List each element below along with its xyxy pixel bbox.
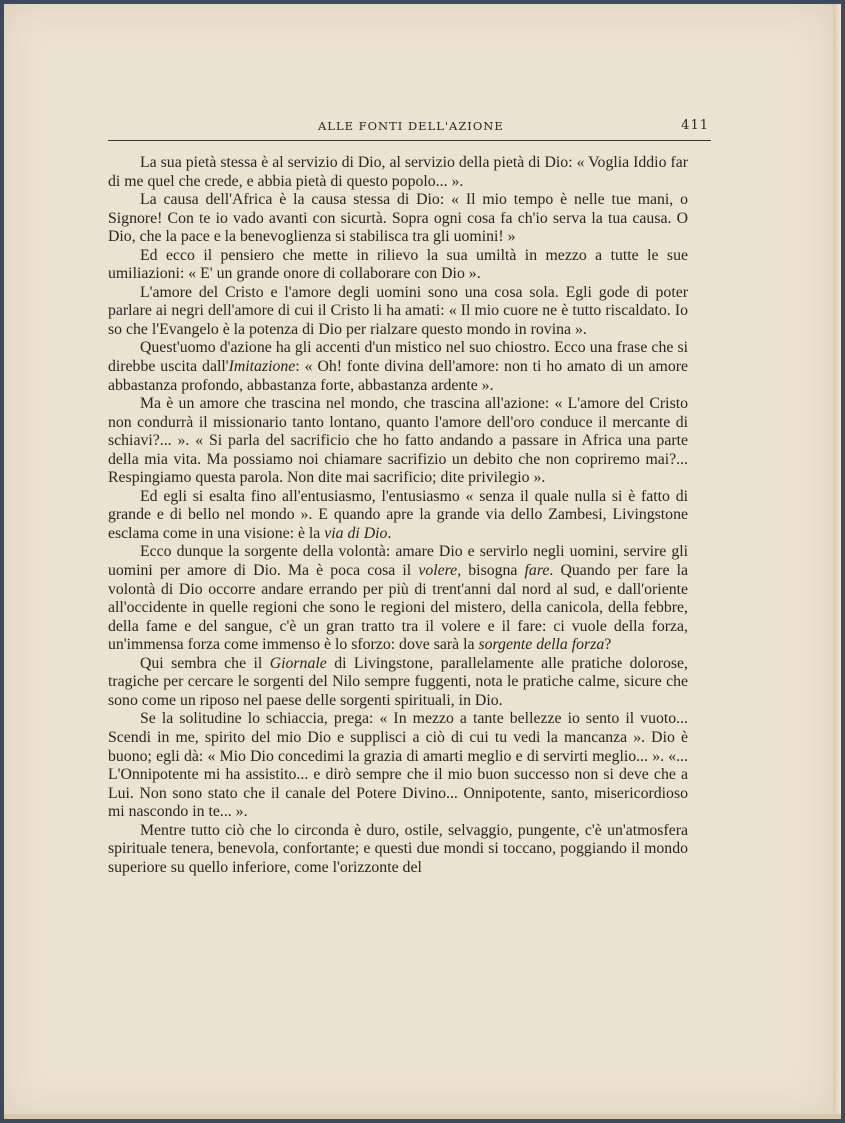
paragraph-text: , bisogna	[457, 562, 525, 580]
paragraph-text: Mentre tutto ciò che lo circonda è duro, ostile, selvaggio, pungente, c'è un'atmosfera spirituale tenera, benevola, confortante; e questi due mondi si toccano, poggiando il mondo superiore su quello inferiore, come l'orizzonte del	[108, 821, 688, 876]
paragraph	[108, 488, 688, 544]
paragraph	[108, 395, 688, 488]
italic-text: sorgente della forza	[478, 636, 605, 654]
paragraph	[108, 191, 688, 247]
paragraph-text: . Quando per fare la volontà di Dio occorre andare errando per più di trent'anni dal nord al sud, e dall'oriente all'occidente in quelle regioni che sono le regioni del mistero, della canicola, della febbre, della fame e del sangue, c'è un gran tratto tra il volere e il fare: ci vuole della forza, un'immensa forza come immenso è lo sforzo: dove sarà la	[108, 562, 688, 654]
paragraph	[108, 655, 688, 711]
header-rule	[108, 140, 711, 141]
page-edge-bottom	[4, 1114, 841, 1119]
paragraph-text: .	[387, 524, 392, 542]
running-head	[108, 118, 711, 138]
paragraph-text: Quest'uomo d'azione ha gli accenti d'un mistico nel suo chiostro. Ecco una frase che si direbbe uscita dall'	[108, 339, 688, 376]
body-text	[108, 154, 688, 877]
page-edge-right	[833, 4, 841, 1116]
paragraph-text: L'amore del Cristo e l'amore degli uomini sono una cosa sola. Egli gode di poter parlare ai negri dell'amore di cui il Cristo li ha amati: « Il mio cuore ne è tutto riscaldato. Io so che l'Evangelo è la potenza di Dio per rialzare questo mondo in rovina ».	[108, 283, 688, 338]
italic-text: volere	[418, 562, 458, 580]
page-number: 411	[681, 118, 709, 133]
paragraph-text: La causa dell'Africa è la causa stessa di Dio: « Il mio tempo è nelle tue mani, o Signore! Con te io vado avanti con sicurtà. Sopra ogni cosa fa ch'io serva la tua causa. O Dio, che la pace e la benevoglienza si stabilisca tra gli uomini! »	[108, 191, 688, 246]
italic-text: fare	[524, 562, 550, 580]
paragraph-text: Ecco dunque la sorgente della volontà: amare Dio e servirlo negli uomini, servire gli uomini per amore di Dio. Ma è poca cosa il	[108, 543, 688, 580]
running-head-title: ALLE FONTI DELL'AZIONE	[318, 119, 504, 133]
italic-text: Imitazione	[228, 358, 296, 376]
paragraph	[108, 543, 688, 654]
paragraph-text: Se la solitudine lo schiaccia, prega: « In mezzo a tante bellezze io sento il vuoto... Scendi in me, spirito del mio Dio e supplisci a ciò di cui tu vedi la mancanza ». Dio è buono; egli dà: « Mio Dio concedimi la grazia di amarti meglio e di servirti meglio... ». «... L'Onnipotente mi ha assistito... e dirò sempre che il mio buon successo non si deve che a Lui. Non sono stato che il canale del Potere Divino... Onnipotente, santo, misericordioso mi nascondo in te... ».	[108, 710, 688, 821]
paragraph-text: Ma è un amore che trascina nel mondo, che trascina all'azione: « L'amore del Cristo non condurrà il missionario tanto lontano, quanto l'amore dell'oro conduce il mercante di schiavi?... ». « Si parla del sacrificio che ho fatto andando a passare in Africa una parte della mia vita. Ma possiamo noi chiamare sacrifizio un debito che non copriremo mai?... Respingiamo questa parola. Non dite mai sacrificio; dite privilegio ».	[108, 395, 688, 487]
italic-text: via di Dio	[324, 524, 388, 542]
paragraph	[108, 822, 688, 878]
paragraph-text: di Livingstone, parallelamente alle pratiche dolorose, tragiche per cercare le sorgenti del Nilo sempre fuggenti, nota le pratiche calme, sicure che sono come un riposo nel paese delle sorgenti spirituali, in Dio.	[108, 654, 689, 709]
paragraph	[108, 710, 688, 821]
italic-text: Giornale	[269, 654, 327, 672]
paragraph	[108, 339, 688, 395]
paragraph	[108, 284, 688, 340]
paragraph-text: Qui sembra che il	[140, 654, 270, 672]
paragraph-text: La sua pietà stessa è al servizio di Dio, al servizio della pietà di Dio: « Voglia Iddio far di me quel che crede, e abbia pietà di questo popolo... ».	[108, 154, 688, 190]
paragraph	[108, 154, 688, 191]
paragraph	[108, 247, 688, 284]
paragraph-text: Ed ecco il pensiero che mette in rilievo la sua umiltà in mezzo a tutte le sue umiliazioni: « E' un grande onore di collaborare con Dio ».	[108, 246, 688, 283]
paragraph-text: ?	[604, 636, 612, 654]
paragraph-text: Ed egli si esalta fino all'entusiasmo, l'entusiasmo « senza il quale nulla si è fatto di grande e di bello nel mondo ». E quando apre la grande via dello Zambesi, Livingstone esclama come in una visione: è la	[108, 487, 688, 542]
paragraph-text: : « Oh! fonte divina dell'amore: non ti ho amato di un amore abbastanza profondo, abbastanza forte, abbastanza ardente ».	[108, 358, 689, 394]
